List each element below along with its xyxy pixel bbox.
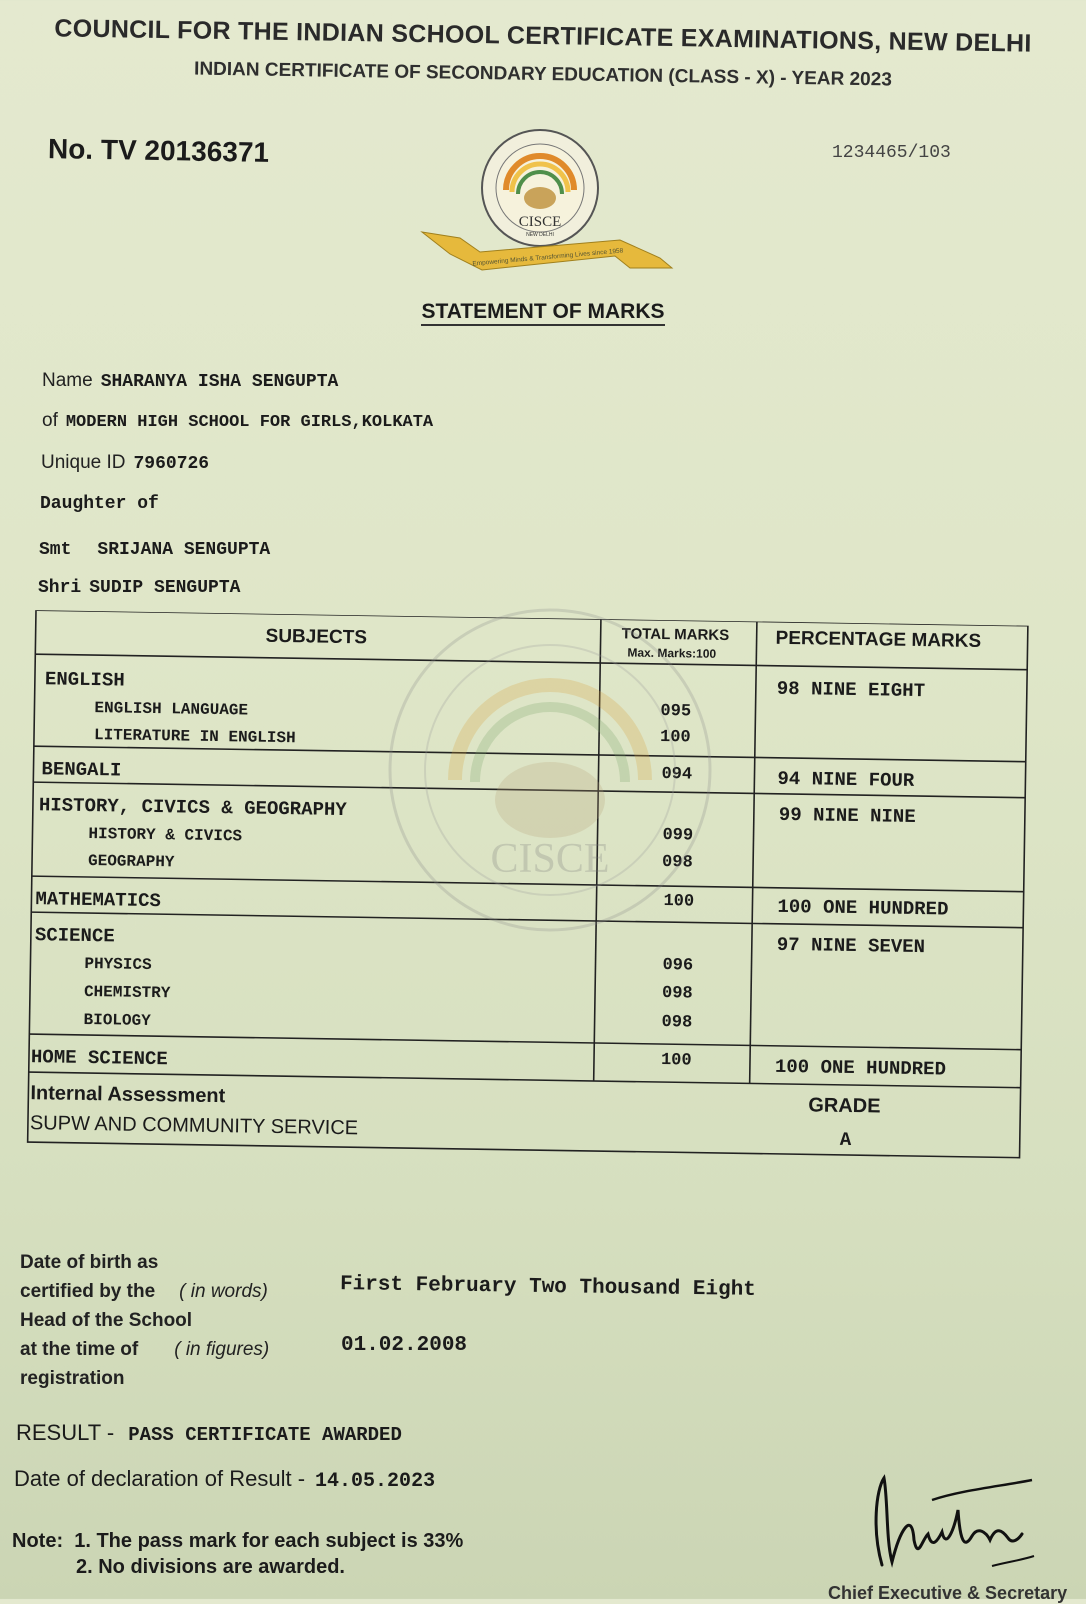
grade-value: A <box>839 1128 852 1152</box>
marks-english-language: 095 <box>660 701 692 722</box>
internal-assessment-label: Internal Assessment <box>30 1082 226 1108</box>
pct-science: 97 NINE SEVEN <box>776 933 926 959</box>
school-row: of MODERN HIGH SCHOOL FOR GIRLS,KOLKATA <box>42 410 434 432</box>
subject-english: ENGLISH <box>44 668 125 692</box>
dob-figures: 01.02.2008 <box>341 1334 468 1357</box>
col-subjects: SUBJECTS <box>265 625 368 649</box>
marks-biology: 098 <box>661 1013 693 1033</box>
subject-bengali: BENGALI <box>41 758 122 782</box>
unique-id: 7960726 <box>133 454 210 474</box>
cisce-logo <box>420 128 682 288</box>
note-2: 2. No divisions are awarded. <box>76 1556 345 1578</box>
pct-english: 98 NINE EIGHT <box>776 677 926 703</box>
dob-line-2: certified by the ( in words) <box>20 1281 268 1302</box>
marks-physics: 096 <box>662 956 694 976</box>
subject-biology: BIOLOGY <box>83 1010 151 1031</box>
father-name: SUDIP SENGUPTA <box>89 578 241 598</box>
exam-title: INDIAN CERTIFICATE OF SECONDARY EDUCATION (CLASS - X) - YEAR 2023 <box>193 58 893 91</box>
subject-geography: GEOGRAPHY <box>87 852 175 872</box>
col-total-sub: Max. Marks:100 <box>627 645 717 661</box>
dob-line-1: Date of birth as <box>20 1252 159 1273</box>
result-value: PASS CERTIFICATE AWARDED <box>128 1424 402 1446</box>
marks-geography: 098 <box>661 853 693 873</box>
signatory-title: Chief Executive & Secretary <box>828 1583 1068 1603</box>
subject-english-language: ENGLISH LANGUAGE <box>94 699 249 720</box>
subject-chemistry: CHEMISTRY <box>83 982 171 1003</box>
document-title: STATEMENT OF MARKS <box>0 300 1086 324</box>
subject-science: SCIENCE <box>34 924 115 948</box>
marks-mathematics: 100 <box>663 892 695 912</box>
marks-bengali: 094 <box>661 765 693 785</box>
declaration-row: Date of declaration of Result - 14.05.2023 <box>14 1466 436 1493</box>
note-1: Note: 1. The pass mark for each subject is 33% <box>12 1530 464 1552</box>
mother-row: Smt SRIJANA SENGUPTA <box>39 540 271 560</box>
dob-line-5: registration <box>20 1368 125 1389</box>
pct-hcg: 99 NINE NINE <box>778 803 916 828</box>
school-name: MODERN HIGH SCHOOL FOR GIRLS,KOLKATA <box>65 413 434 432</box>
grade-label: GRADE <box>808 1094 881 1118</box>
col-percentage: PERCENTAGE MARKS <box>775 627 982 653</box>
declaration-date: 14.05.2023 <box>315 1470 436 1493</box>
dob-block <box>20 1248 269 1393</box>
logo-text: CISCE <box>518 214 562 230</box>
candidate-name: SHARANYA ISHA SENGUPTA <box>100 372 339 392</box>
dob-line-3: Head of the School <box>20 1310 193 1331</box>
subject-mathematics: MATHEMATICS <box>35 888 162 913</box>
subject-literature: LITERATURE IN ENGLISH <box>93 726 296 748</box>
uid-row: Unique ID 7960726 <box>41 452 210 474</box>
father-row: Shri SUDIP SENGUPTA <box>38 578 241 598</box>
pct-mathematics: 100 ONE HUNDRED <box>777 895 949 921</box>
supw-label: SUPW AND COMMUNITY SERVICE <box>29 1112 359 1140</box>
serial-number: 1234465/103 <box>832 143 951 163</box>
mother-name: SRIJANA SENGUPTA <box>97 540 271 560</box>
council-title: COUNCIL FOR THE INDIAN SCHOOL CERTIFICATE EXAMINATIONS, NEW DELHI <box>54 14 1032 58</box>
subject-home-science: HOME SCIENCE <box>30 1046 168 1071</box>
subject-history-civics: HISTORY & CIVICS <box>88 825 243 846</box>
logo-ribbon-text: Empowering Minds & Transforming Lives since 1958 <box>472 247 624 268</box>
relation-label: Daughter of <box>40 494 159 514</box>
result-row: RESULT - PASS CERTIFICATE AWARDED <box>16 1420 402 1446</box>
watermark-text: CISCE <box>490 836 610 882</box>
marks-literature: 100 <box>659 727 691 748</box>
name-row: Name SHARANYA ISHA SENGUPTA <box>42 370 339 392</box>
marks-table <box>17 610 1070 1186</box>
subject-hcg: HISTORY, CIVICS & GEOGRAPHY <box>38 794 347 822</box>
pct-home-science: 100 ONE HUNDRED <box>774 1055 947 1081</box>
col-total-marks: TOTAL MARKS <box>621 625 730 645</box>
marks-home-science: 100 <box>660 1051 692 1071</box>
signature <box>862 1470 1042 1580</box>
marks-history-civics: 099 <box>662 826 694 846</box>
marks-chemistry: 098 <box>661 984 693 1004</box>
subject-physics: PHYSICS <box>84 954 152 975</box>
certificate-number: No. TV 20136371 <box>47 133 270 168</box>
dob-line-4: at the time of ( in figures) <box>20 1339 270 1360</box>
logo-subtext: NEW DELHI <box>526 232 554 238</box>
pct-bengali: 94 NINE FOUR <box>777 767 915 792</box>
dob-words: First February Two Thousand Eight <box>339 1273 757 1302</box>
